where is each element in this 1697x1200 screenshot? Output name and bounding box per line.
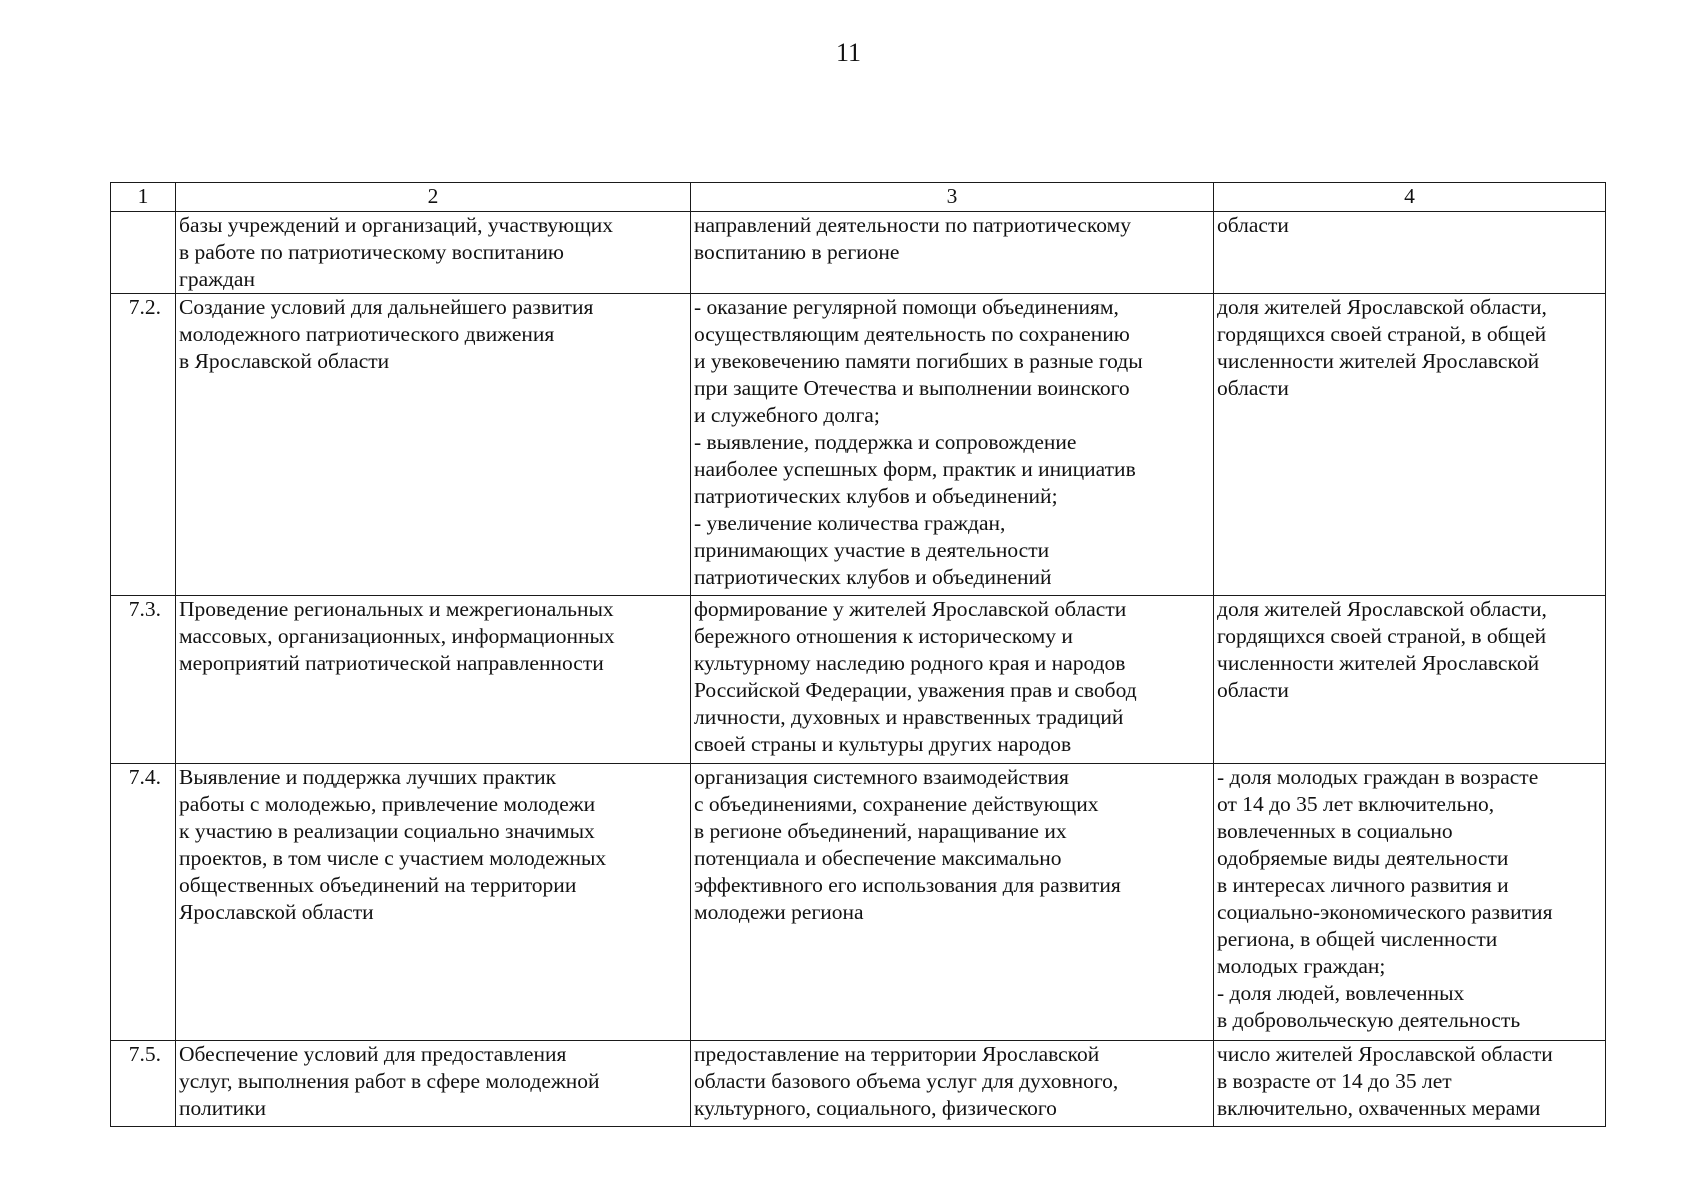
table-row <box>111 596 1606 764</box>
table-row <box>111 764 1606 1041</box>
content-cell: формирование у жителей Ярославской области бережного отношения к историческому и культурному наследию родного края и народов Российской Федерации, уважения прав и свобод личности, духовных и нравственных традиций своей страны и культуры других народов <box>691 596 1214 764</box>
indicator-cell: доля жителей Ярославской области, гордящихся своей страной, в общей численности жителей Ярославской области <box>1214 596 1606 764</box>
header-col-1: 1 <box>111 183 176 212</box>
measure-cell: базы учреждений и организаций, участвующих в работе по патриотическому воспитанию граждан <box>176 212 691 294</box>
table-row <box>111 1041 1606 1127</box>
table-header-row <box>111 183 1606 212</box>
indicator-cell: области <box>1214 212 1606 294</box>
content-cell: предоставление на территории Ярославской области базового объема услуг для духовного, культурного, социального, физического <box>691 1041 1214 1127</box>
row-number: 7.5. <box>111 1041 176 1127</box>
measure-cell: Проведение региональных и межрегиональных массовых, организационных, информационных мероприятий патриотической направленности <box>176 596 691 764</box>
measure-cell: Создание условий для дальнейшего развития молодежного патриотического движения в Ярославской области <box>176 294 691 596</box>
page-number: 11 <box>835 38 862 67</box>
measure-cell: Выявление и поддержка лучших практик работы с молодежью, привлечение молодежи к участию в реализации социально значимых проектов, в том числе с участием молодежных общественных объединений на территории Ярославской области <box>176 764 691 1041</box>
header-col-3: 3 <box>691 183 1214 212</box>
row-number: 7.2. <box>111 294 176 596</box>
row-number: 7.4. <box>111 764 176 1041</box>
content-cell: - оказание регулярной помощи объединениям, осуществляющим деятельность по сохранению и увековечению памяти погибших в разные годы при защите Отечества и выполнении воинского и служебного долга; - выявление, поддержка и сопровождение наиболее успешных форм, практик и инициатив патриотических клубов и объединений; - увеличение количества граждан, принимающих участие в деятельности патриотических клубов и объединений <box>691 294 1214 596</box>
table-row <box>111 294 1606 596</box>
indicator-cell: число жителей Ярославской области в возрасте от 14 до 35 лет включительно, охваченных мерами <box>1214 1041 1606 1127</box>
content-cell: направлений деятельности по патриотическому воспитанию в регионе <box>691 212 1214 294</box>
indicator-cell: доля жителей Ярославской области, гордящихся своей страной, в общей численности жителей Ярославской области <box>1214 294 1606 596</box>
row-number: 7.3. <box>111 596 176 764</box>
row-number <box>111 212 176 294</box>
header-col-2: 2 <box>176 183 691 212</box>
content-cell: организация системного взаимодействия с объединениями, сохранение действующих в регионе объединений, наращивание их потенциала и обеспечение максимально эффективного его использования для развития молодежи региона <box>691 764 1214 1041</box>
measure-cell: Обеспечение условий для предоставления услуг, выполнения работ в сфере молодежной политики <box>176 1041 691 1127</box>
indicator-cell: - доля молодых граждан в возрасте от 14 до 35 лет включительно, вовлеченных в социально одобряемые виды деятельности в интересах личного развития и социально-экономического развития региона, в общей численности молодых граждан; - доля людей, вовлеченных в добровольческую деятельность <box>1214 764 1606 1041</box>
measures-table <box>110 182 1606 1127</box>
table-row <box>111 212 1606 294</box>
header-col-4: 4 <box>1214 183 1606 212</box>
